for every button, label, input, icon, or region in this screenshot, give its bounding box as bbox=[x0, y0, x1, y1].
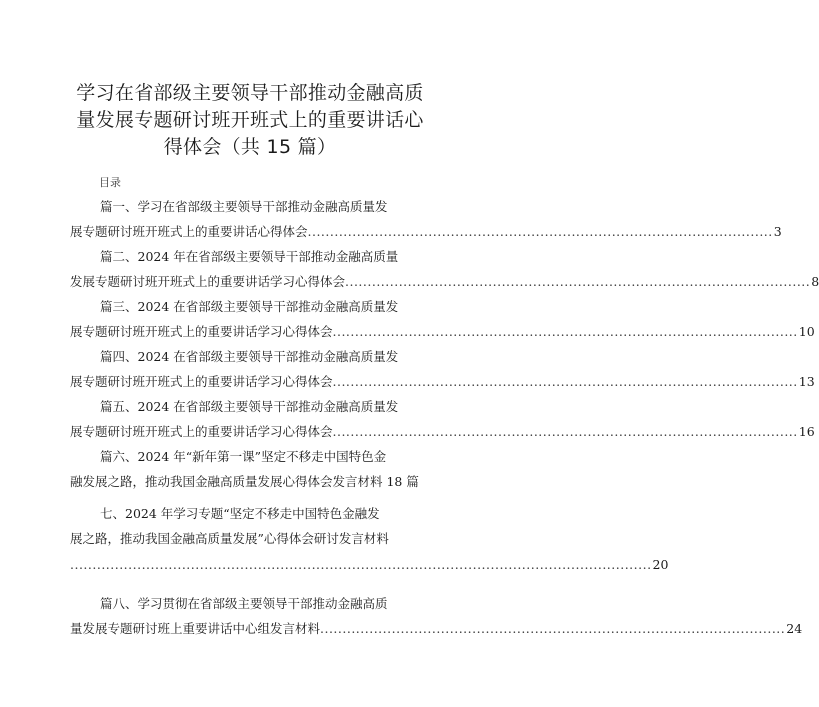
toc-entry-2-text: 发展专题研讨班开班式上的重要讲话学习心得体会 bbox=[70, 274, 346, 289]
toc-leader-dots: .................................................................................................................................. bbox=[70, 557, 652, 572]
toc-entry-7-line-3[interactable] bbox=[70, 557, 669, 573]
title-line-1: 学习在省部级主要领导干部推动金融高质 bbox=[76, 82, 424, 104]
toc-entry-4-line-1[interactable]: 篇四、2024 在省部级主要领导干部推动金融高质量发 bbox=[100, 349, 399, 364]
toc-entry-6-line-1[interactable]: 篇六、2024 年“新年第一课”坚定不移走中国特色金 bbox=[100, 449, 387, 464]
toc-entry-5-line-1[interactable]: 篇五、2024 在省部级主要领导干部推动金融高质量发 bbox=[100, 399, 399, 414]
toc-entry-3-line-2[interactable] bbox=[70, 324, 815, 340]
toc-entry-8-line-1[interactable]: 篇八、学习贯彻在省部级主要领导干部推动金融高质 bbox=[100, 596, 388, 611]
toc-entry-3-page: 10 bbox=[798, 324, 815, 339]
toc-entry-5-page: 16 bbox=[798, 424, 815, 439]
toc-entry-8-line-2[interactable] bbox=[70, 621, 803, 637]
toc-entry-5-text: 展专题研讨班开班式上的重要讲话学习心得体会 bbox=[70, 424, 333, 439]
toc-entry-4-text: 展专题研讨班开班式上的重要讲话学习心得体会 bbox=[70, 374, 333, 389]
toc-entry-1-text: 展专题研讨班开班式上的重要讲话心得体会 bbox=[70, 224, 308, 239]
toc-entry-7-line-2[interactable]: 展之路，推动我国金融高质量发展”心得体会研讨发言材料 bbox=[70, 531, 389, 546]
toc-entry-1-page: 3 bbox=[773, 224, 782, 239]
toc-entry-4-page: 13 bbox=[798, 374, 815, 389]
toc-leader-dots: ........................................................................................................ bbox=[332, 424, 798, 439]
toc-heading: 目录 bbox=[99, 176, 121, 189]
toc-entry-1-line-2[interactable] bbox=[70, 224, 782, 240]
toc-entry-1-line-1[interactable]: 篇一、学习在省部级主要领导干部推动金融高质量发 bbox=[100, 199, 388, 214]
toc-entry-2-page: 8 bbox=[811, 274, 819, 289]
toc-entry-7-page: 20 bbox=[652, 557, 669, 572]
toc-entry-3-line-1[interactable]: 篇三、2024 在省部级主要领导干部推动金融高质量发 bbox=[100, 299, 399, 314]
toc-entry-2-line-1[interactable]: 篇二、2024 年在省部级主要领导干部推动金融高质量 bbox=[100, 249, 399, 264]
toc-entry-2-line-2[interactable] bbox=[70, 274, 819, 290]
toc-leader-dots: ........................................................................................................ bbox=[320, 621, 786, 636]
toc-entry-5-line-2[interactable] bbox=[70, 424, 815, 440]
toc-entry-3-text: 展专题研讨班开班式上的重要讲话学习心得体会 bbox=[70, 324, 333, 339]
toc-leader-dots: ........................................................................................................ bbox=[332, 324, 798, 339]
toc-entry-6-line-2[interactable]: 融发展之路，推动我国金融高质量发展心得体会发言材料 18 篇 bbox=[70, 474, 419, 489]
toc-leader-dots: ........................................................................................................ bbox=[345, 274, 811, 289]
toc-leader-dots: ........................................................................................................ bbox=[332, 374, 798, 389]
title-line-3: 得体会（共 15 篇） bbox=[163, 136, 337, 158]
toc-entry-4-line-2[interactable] bbox=[70, 374, 815, 390]
toc-entry-7-line-1[interactable]: 七、2024 年学习专题“坚定不移走中国特色金融发 bbox=[100, 506, 380, 521]
toc-entry-8-text: 量发展专题研讨班上重要讲话中心组发言材料 bbox=[70, 621, 321, 636]
toc-leader-dots: ........................................................................................................ bbox=[307, 224, 773, 239]
toc-entry-8-page: 24 bbox=[786, 621, 803, 636]
document-title bbox=[60, 80, 440, 161]
title-line-2: 量发展专题研讨班开班式上的重要讲话心 bbox=[76, 109, 424, 131]
